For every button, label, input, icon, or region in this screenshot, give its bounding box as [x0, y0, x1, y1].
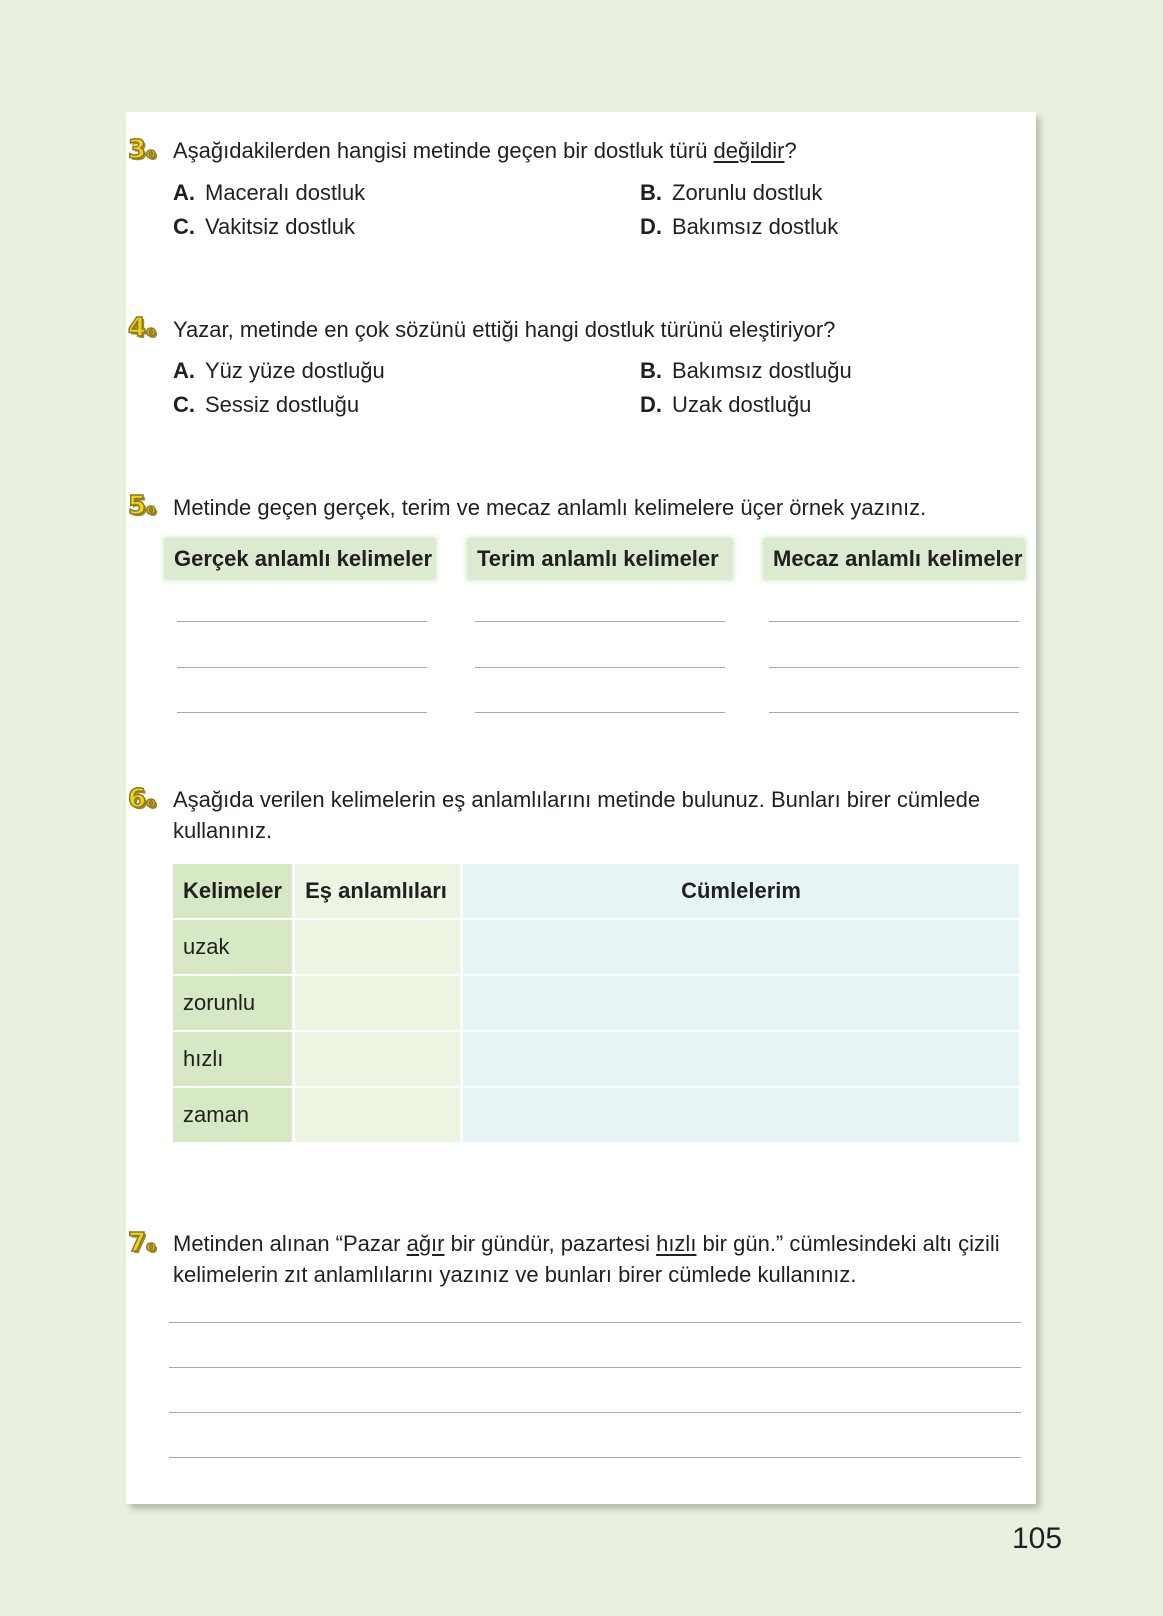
synonym-cell[interactable]	[295, 976, 463, 1032]
question-4-number: 4o	[128, 313, 156, 343]
answer-line[interactable]	[169, 1367, 1021, 1368]
question-5-number: 5o	[128, 491, 156, 521]
q3-option-a: A. Maceralı dostluk	[173, 180, 366, 205]
answer-line[interactable]	[475, 667, 725, 668]
question-4-text: Yazar, metinde en çok sözünü ettiği hangi dostluk türünü eleştiriyor?	[173, 317, 836, 342]
word-cell: zaman	[173, 1088, 295, 1144]
table-row	[173, 1032, 1022, 1088]
answer-line[interactable]	[177, 667, 427, 668]
header-words: Kelimeler	[173, 864, 295, 920]
question-5-text: Metinde geçen gerçek, terim ve mecaz anlamlı kelimelere üçer örnek yazınız.	[173, 495, 927, 520]
q3-option-d: D. Bakımsız dostluk	[640, 214, 839, 239]
column-header-figurative: Mecaz anlamlı kelimeler	[763, 538, 1025, 580]
answer-line[interactable]	[769, 621, 1019, 622]
sentence-cell[interactable]	[463, 976, 1022, 1032]
q3-option-b: B. Zorunlu dostluk	[640, 180, 823, 205]
question-6-text: Aşağıda verilen kelimelerin eş anlamlılarını metinde bulunuz. Bunları birer cümlede kullanınız.	[173, 787, 981, 843]
answer-line[interactable]	[769, 667, 1019, 668]
table-row	[173, 920, 1022, 976]
q3-option-c: C. Vakitsiz dostluk	[173, 214, 355, 239]
sentence-cell[interactable]	[463, 1088, 1022, 1144]
answer-line[interactable]	[475, 621, 725, 622]
word-cell: zorunlu	[173, 976, 295, 1032]
column-header-literal: Gerçek anlamlı kelimeler	[164, 538, 436, 580]
answer-line[interactable]	[169, 1322, 1021, 1323]
sentence-cell[interactable]	[463, 920, 1022, 976]
q4-option-c: C. Sessiz dostluğu	[173, 392, 360, 417]
q4-option-a: A. Yüz yüze dostluğu	[173, 358, 385, 383]
answer-line[interactable]	[177, 621, 427, 622]
question-3-number: 3o	[128, 135, 156, 165]
table-row	[173, 976, 1022, 1032]
question-6-number: 6o	[128, 784, 156, 814]
table-row	[173, 1088, 1022, 1144]
question-7-text: Metinden alınan “Pazar ağır bir gündür, pazartesi hızlı bir gün.” cümlesindeki altı çizili kelimelerin zıt anlamlılarını yazınız ve bunları birer cümlede kullanınız.	[173, 1231, 1000, 1287]
header-sentences: Cümlelerim	[463, 864, 1022, 920]
word-cell: uzak	[173, 920, 295, 976]
q4-option-d: D. Uzak dostluğu	[640, 392, 812, 417]
question-7-number: 7o	[128, 1228, 156, 1258]
answer-line[interactable]	[769, 712, 1019, 713]
answer-line[interactable]	[169, 1412, 1021, 1413]
answer-line[interactable]	[169, 1457, 1021, 1458]
header-synonyms: Eş anlamlıları	[295, 864, 463, 920]
synonym-table	[173, 864, 1022, 1144]
synonym-cell[interactable]	[295, 920, 463, 976]
q4-option-b: B. Bakımsız dostluğu	[640, 358, 852, 383]
page-number: 105	[1012, 1522, 1063, 1555]
word-cell: hızlı	[173, 1032, 295, 1088]
sentence-cell[interactable]	[463, 1032, 1022, 1088]
answer-line[interactable]	[177, 712, 427, 713]
column-header-term: Terim anlamlı kelimeler	[467, 538, 733, 580]
synonym-cell[interactable]	[295, 1088, 463, 1144]
answer-line[interactable]	[475, 712, 725, 713]
synonym-cell[interactable]	[295, 1032, 463, 1088]
question-3-text: Aşağıdakilerden hangisi metinde geçen bir dostluk türü değildir?	[173, 138, 797, 163]
